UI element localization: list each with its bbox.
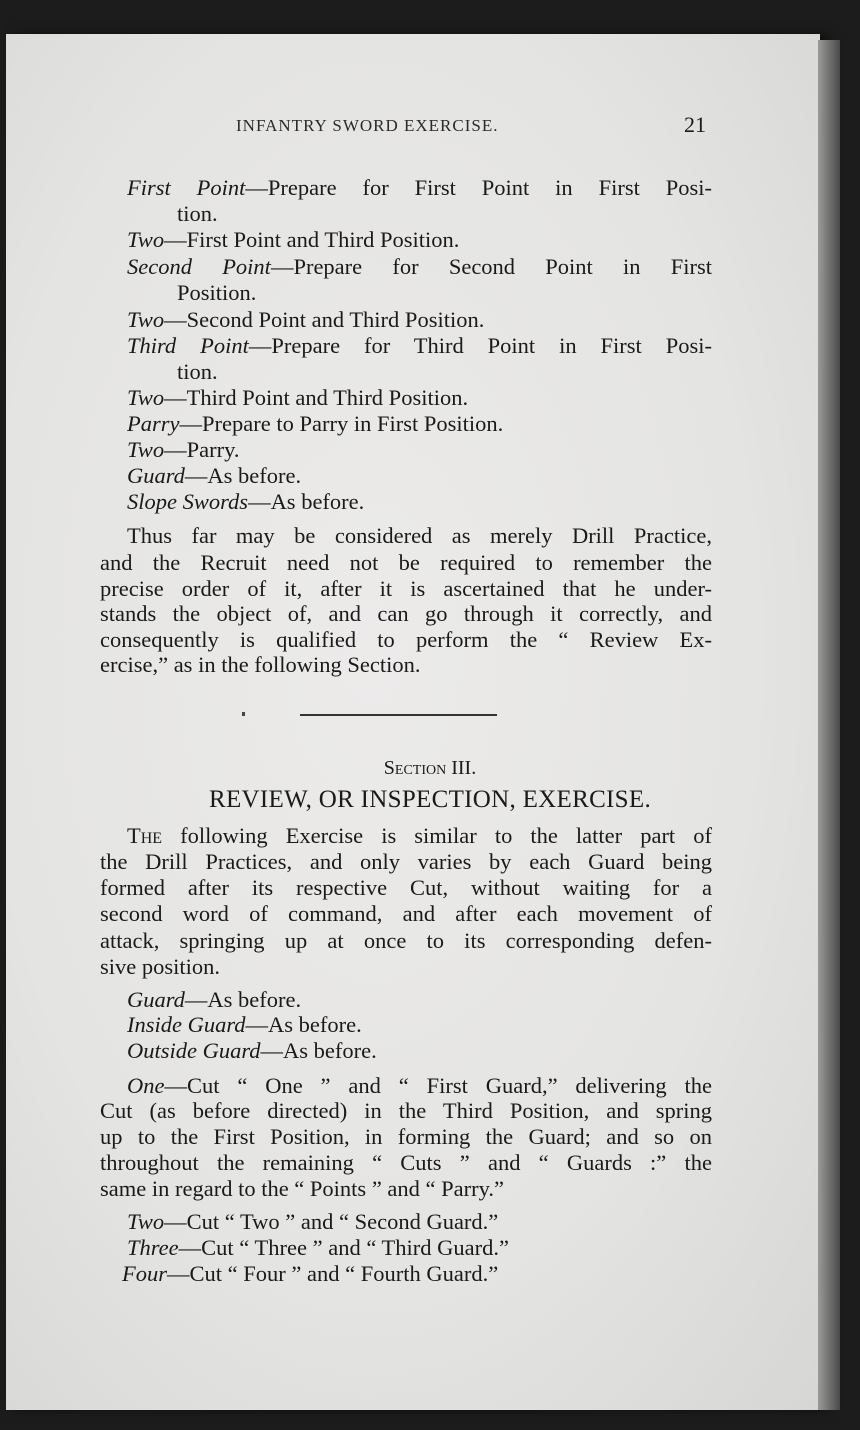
ink-speck xyxy=(242,712,245,716)
italic-command: Two xyxy=(127,1209,165,1234)
text-line xyxy=(127,987,301,1013)
text-line xyxy=(100,601,712,627)
text-line xyxy=(100,1124,712,1150)
text-line xyxy=(127,489,364,515)
line-text: Cut (as before directed) in the Third Position, and spring xyxy=(100,1098,712,1123)
line-text: —Parry. xyxy=(164,437,240,462)
line-text: —Prepare for Third Point in First Posi- xyxy=(248,333,712,358)
line-text: REVIEW, OR INSPECTION, EXERCISE. xyxy=(208,786,651,813)
line-text: second word of command, and after each movement of xyxy=(100,901,712,926)
italic-command: One xyxy=(127,1073,165,1098)
text-line xyxy=(100,901,712,927)
line-text: —As before. xyxy=(184,463,302,488)
line-text: formed after its respective Cut, without waiting for a xyxy=(100,875,712,900)
text-line xyxy=(100,1098,712,1124)
line-text: —As before. xyxy=(245,1012,362,1037)
line-text: the Drill Practices, and only varies by each Guard being xyxy=(100,849,712,874)
italic-command: Slope Swords xyxy=(127,489,249,514)
small-caps-text: The xyxy=(127,823,163,848)
text-line xyxy=(127,333,712,359)
text-line xyxy=(127,254,712,280)
line-text: stands the object of, and can go through it correctly, and xyxy=(100,601,712,626)
line-text: —As before. xyxy=(248,489,365,514)
text-line xyxy=(127,307,484,333)
text-line xyxy=(127,1073,712,1099)
text-line xyxy=(100,576,712,602)
page-edge-shadow xyxy=(818,40,840,1410)
text-line xyxy=(127,227,459,253)
line-text: same in regard to the “ Points ” and “ Parry.” xyxy=(100,1176,505,1201)
text-line xyxy=(127,411,503,437)
italic-command: Two xyxy=(127,437,165,462)
line-text: Position. xyxy=(177,280,257,305)
line-text: —First Point and Third Position. xyxy=(164,227,460,252)
line-text: tion. xyxy=(177,201,218,226)
text-line xyxy=(127,463,301,489)
italic-command: Four xyxy=(122,1261,167,1286)
section-divider-rule xyxy=(300,714,497,716)
line-text: —As before. xyxy=(260,1038,377,1063)
line-text: ercise,” as in the following Section. xyxy=(100,652,421,677)
italic-command: Inside Guard xyxy=(127,1012,246,1037)
line-text: tion. xyxy=(177,359,218,384)
text-line xyxy=(127,437,240,463)
text-line xyxy=(177,280,256,306)
text-line xyxy=(177,359,218,385)
line-text: —Cut “ Two ” and “ Second Guard.” xyxy=(164,1209,499,1234)
line-text: attack, springing up at once to its corresponding defen- xyxy=(100,928,712,953)
text-line xyxy=(100,1176,504,1202)
text-line xyxy=(127,1038,377,1064)
italic-command: Three xyxy=(127,1235,179,1260)
line-text: Thus far may be considered as merely Drill Practice, xyxy=(127,523,712,548)
text-line xyxy=(100,928,712,954)
text-line xyxy=(127,1235,509,1261)
line-text: throughout the remaining “ Cuts ” and “ Guards :” the xyxy=(100,1150,712,1175)
text-line xyxy=(122,1261,498,1287)
text-line xyxy=(127,523,712,549)
italic-command: Third Point xyxy=(127,333,249,358)
italic-command: Second Point xyxy=(127,254,271,279)
line-text: —Second Point and Third Position. xyxy=(164,307,485,332)
text-line xyxy=(100,849,712,875)
line-text: —Third Point and Third Position. xyxy=(164,385,469,410)
line-text: —Prepare to Parry in First Position. xyxy=(179,411,504,436)
text-line xyxy=(100,875,712,901)
text-line xyxy=(127,1012,362,1038)
section-number xyxy=(100,755,760,781)
text-line xyxy=(100,1150,712,1176)
text-line xyxy=(127,1209,498,1235)
italic-command: Guard xyxy=(127,987,185,1012)
line-text: —Prepare for First Point in First Posi- xyxy=(245,175,712,200)
line-text: —Cut “ Three ” and “ Third Guard.” xyxy=(178,1235,509,1260)
italic-command: Two xyxy=(127,227,165,252)
text-line xyxy=(127,175,712,201)
italic-command: Outside Guard xyxy=(127,1038,261,1063)
line-text: up to the First Position, in forming the Guard; and so on xyxy=(100,1124,712,1149)
section-heading xyxy=(100,787,760,813)
line-text: sive position. xyxy=(100,954,221,979)
italic-command: Guard xyxy=(127,463,185,488)
text-line xyxy=(100,954,220,980)
line-text: following Exercise is similar to the latter part of xyxy=(162,823,712,848)
line-text: consequently is qualified to perform the “ Review Ex- xyxy=(100,627,712,652)
line-text: —Cut “ Four ” and “ Fourth Guard.” xyxy=(167,1261,499,1286)
small-caps-text: Section III. xyxy=(383,757,477,779)
text-line xyxy=(127,385,468,411)
page-number: 21 xyxy=(684,112,706,137)
italic-command: Two xyxy=(127,307,165,332)
italic-command: First Point xyxy=(127,175,246,200)
italic-command: Two xyxy=(127,385,165,410)
line-text: —Cut “ One ” and “ First Guard,” delivering the xyxy=(164,1073,712,1098)
line-text: precise order of it, after it is ascertained that he under- xyxy=(100,576,712,601)
text-line xyxy=(100,627,712,653)
line-text: —Prepare for Second Point in First xyxy=(270,254,712,279)
text-line xyxy=(127,823,712,849)
text-line xyxy=(100,652,421,678)
text-line xyxy=(177,201,218,227)
running-header: INFANTRY SWORD EXERCISE. xyxy=(236,116,499,135)
italic-command: Parry xyxy=(127,411,180,436)
text-line xyxy=(100,550,712,576)
line-text: —As before. xyxy=(184,987,302,1012)
line-text: and the Recruit need not be required to remember the xyxy=(100,550,712,575)
